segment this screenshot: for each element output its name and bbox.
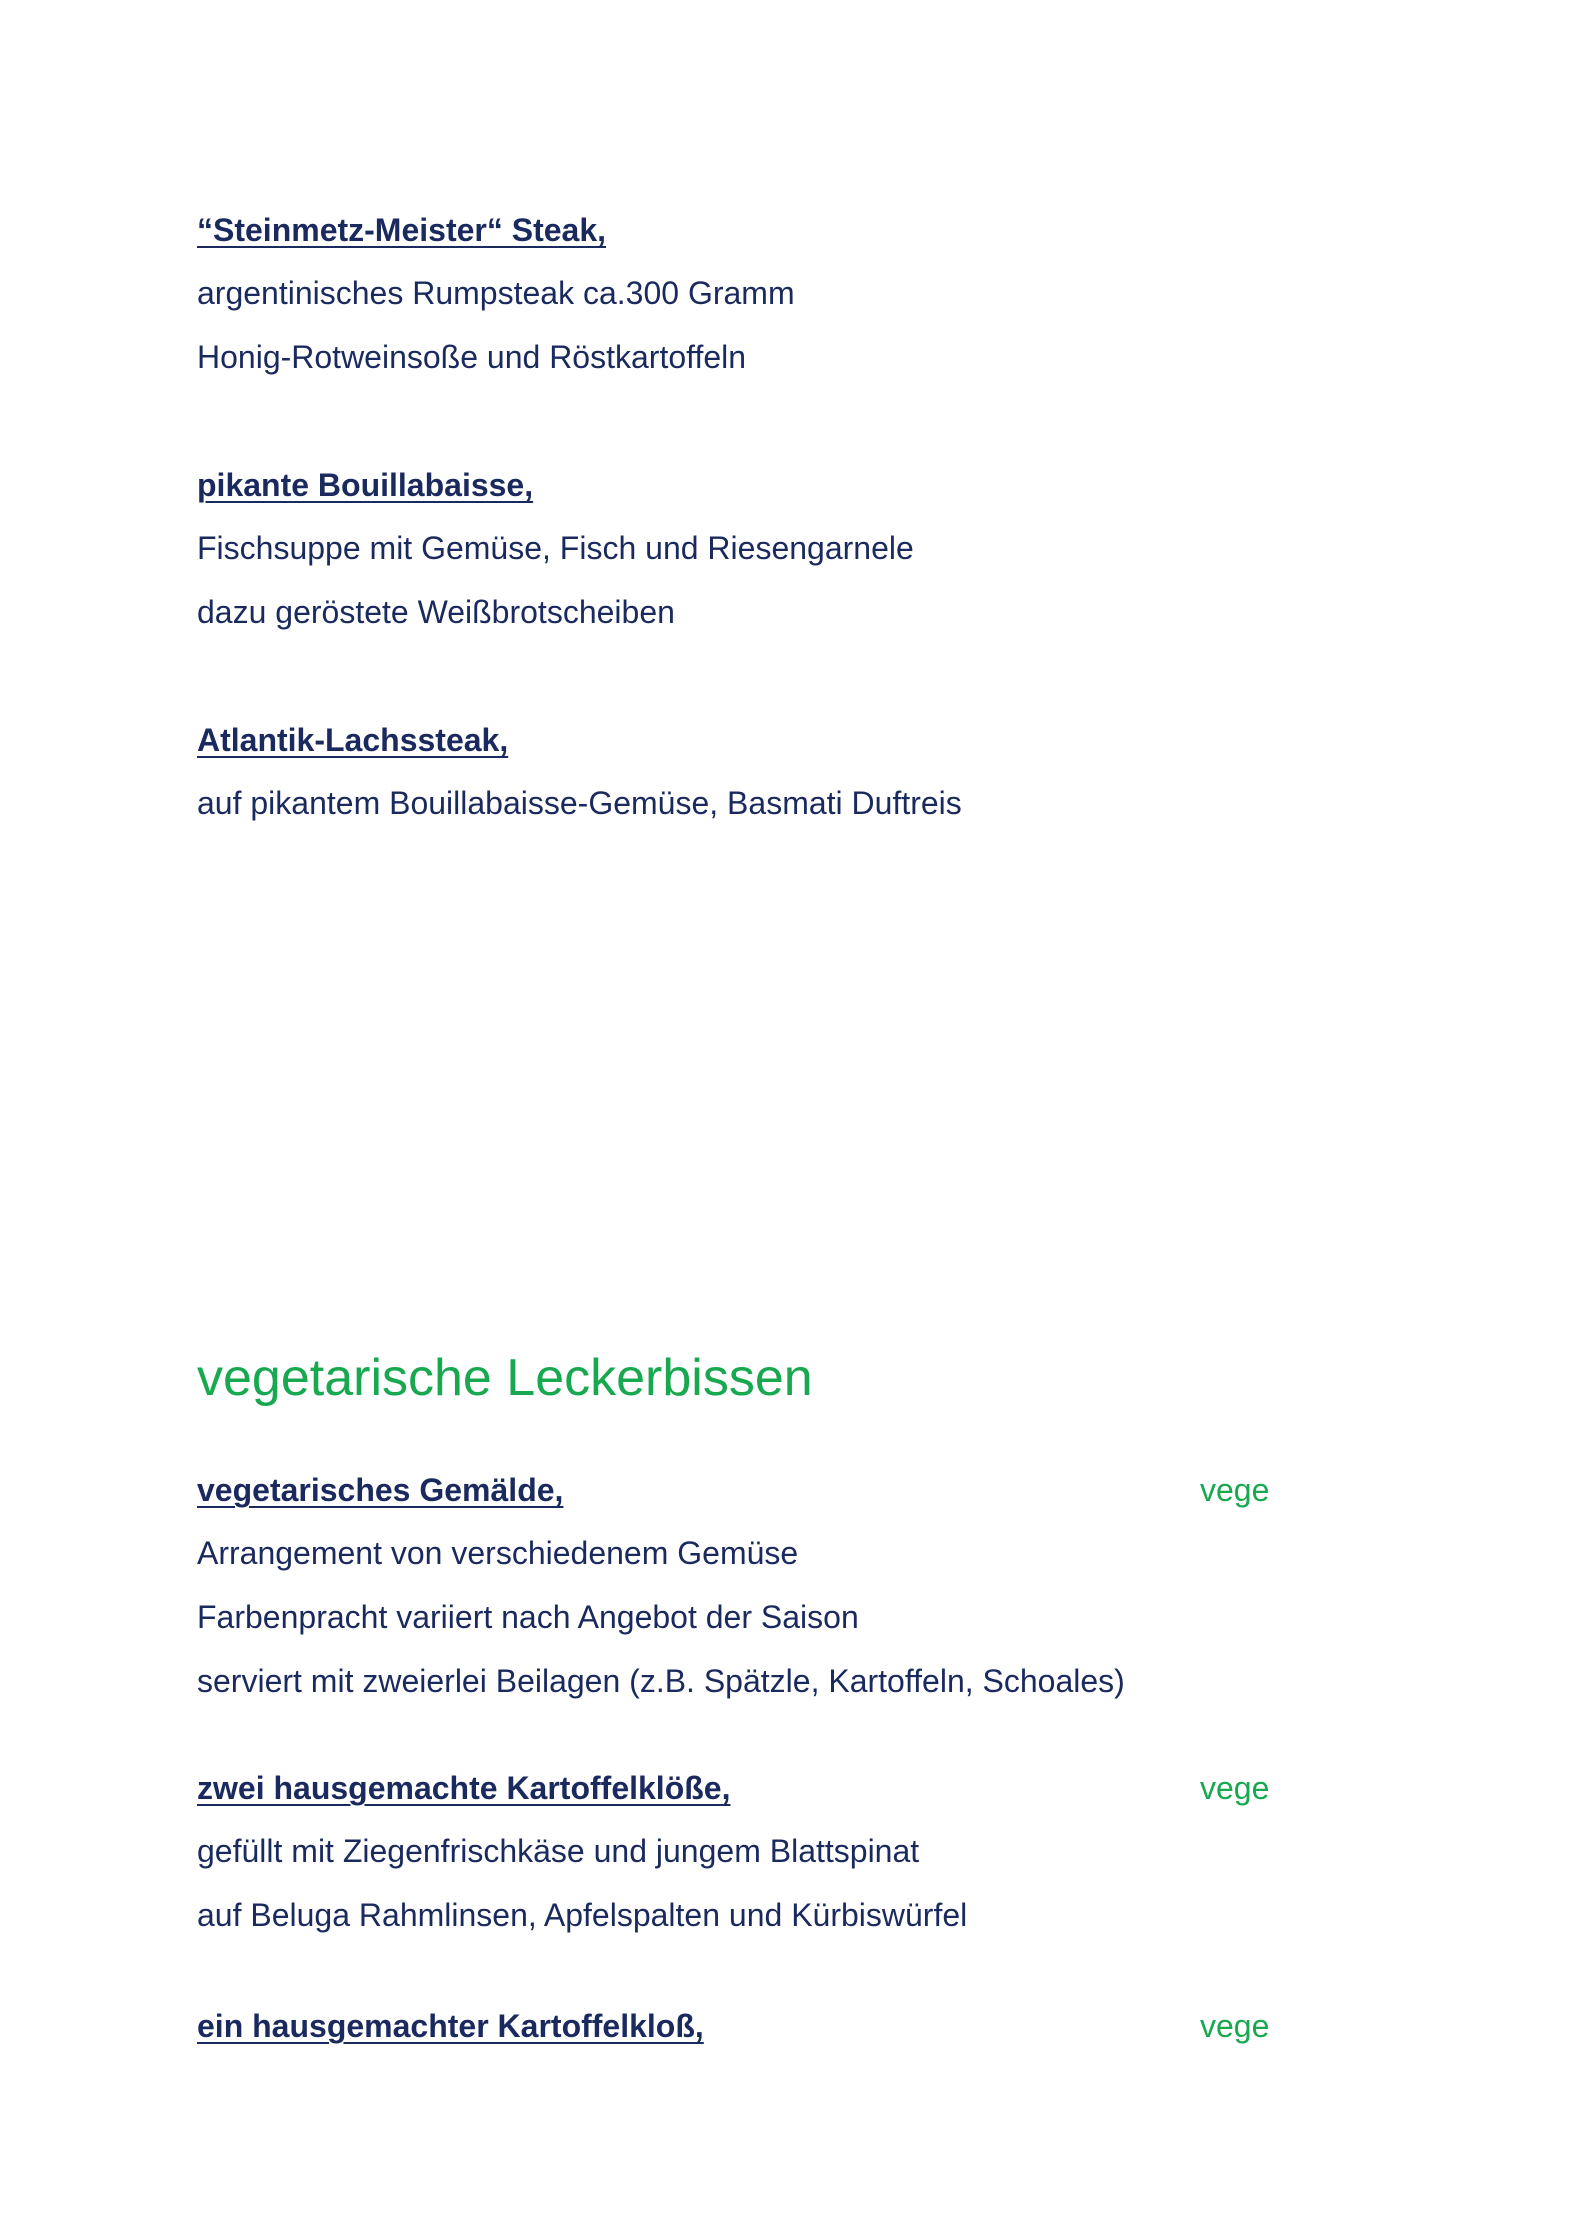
dish-description-line: serviert mit zweierlei Beilagen (z.B. Spätzle, Kartoffeln, Schoales) — [197, 1663, 1125, 1699]
dish-title: “Steinmetz-Meister“ Steak, — [197, 212, 607, 248]
vege-tag: vege — [1200, 2008, 1270, 2044]
dish-title: ein hausgemachter Kartoffelkloß, — [197, 2008, 704, 2044]
dish-description-line: Fischsuppe mit Gemüse, Fisch und Riesengarnele — [197, 530, 914, 566]
dish-description-line: Farbenpracht variiert nach Angebot der Saison — [197, 1599, 859, 1635]
dish-description-line: auf pikantem Bouillabaisse-Gemüse, Basmati Duftreis — [197, 785, 962, 821]
dish-title: zwei hausgemachte Kartoffelklöße, — [197, 1770, 731, 1806]
dish-description-line: dazu geröstete Weißbrotscheiben — [197, 594, 675, 630]
dish-title: Atlantik-Lachssteak, — [197, 722, 509, 758]
section-heading-vegetarian: vegetarische Leckerbissen — [197, 1349, 813, 1407]
dish-description-line: Arrangement von verschiedenem Gemüse — [197, 1535, 799, 1571]
dish-title: pikante Bouillabaisse, — [197, 467, 534, 503]
dish-lachssteak — [197, 720, 1297, 823]
dish-description-line: gefüllt mit Ziegenfrischkäse und jungem Blattspinat — [197, 1833, 920, 1869]
veg-dish-header — [197, 2006, 1297, 2046]
dish-description-line: argentinisches Rumpsteak ca.300 Gramm — [197, 275, 795, 311]
veg-dish-kartoffelkloss — [197, 2006, 1297, 2046]
vege-tag: vege — [1200, 1472, 1270, 1508]
veg-dish-kartoffelkloesse — [197, 1768, 1297, 1935]
dish-title: vegetarisches Gemälde, — [197, 1472, 564, 1508]
dish-description-line: auf Beluga Rahmlinsen, Apfelspalten und Kürbiswürfel — [197, 1897, 968, 1933]
dish-bouillabaisse — [197, 465, 1297, 632]
vege-tag: vege — [1200, 1770, 1270, 1806]
dish-description-line: Honig-Rotweinsoße und Röstkartoffeln — [197, 339, 747, 375]
veg-dish-header — [197, 1470, 1297, 1510]
dish-steak — [197, 210, 1297, 377]
veg-dish-header — [197, 1768, 1297, 1808]
veg-dish-gemaelde — [197, 1470, 1297, 1701]
